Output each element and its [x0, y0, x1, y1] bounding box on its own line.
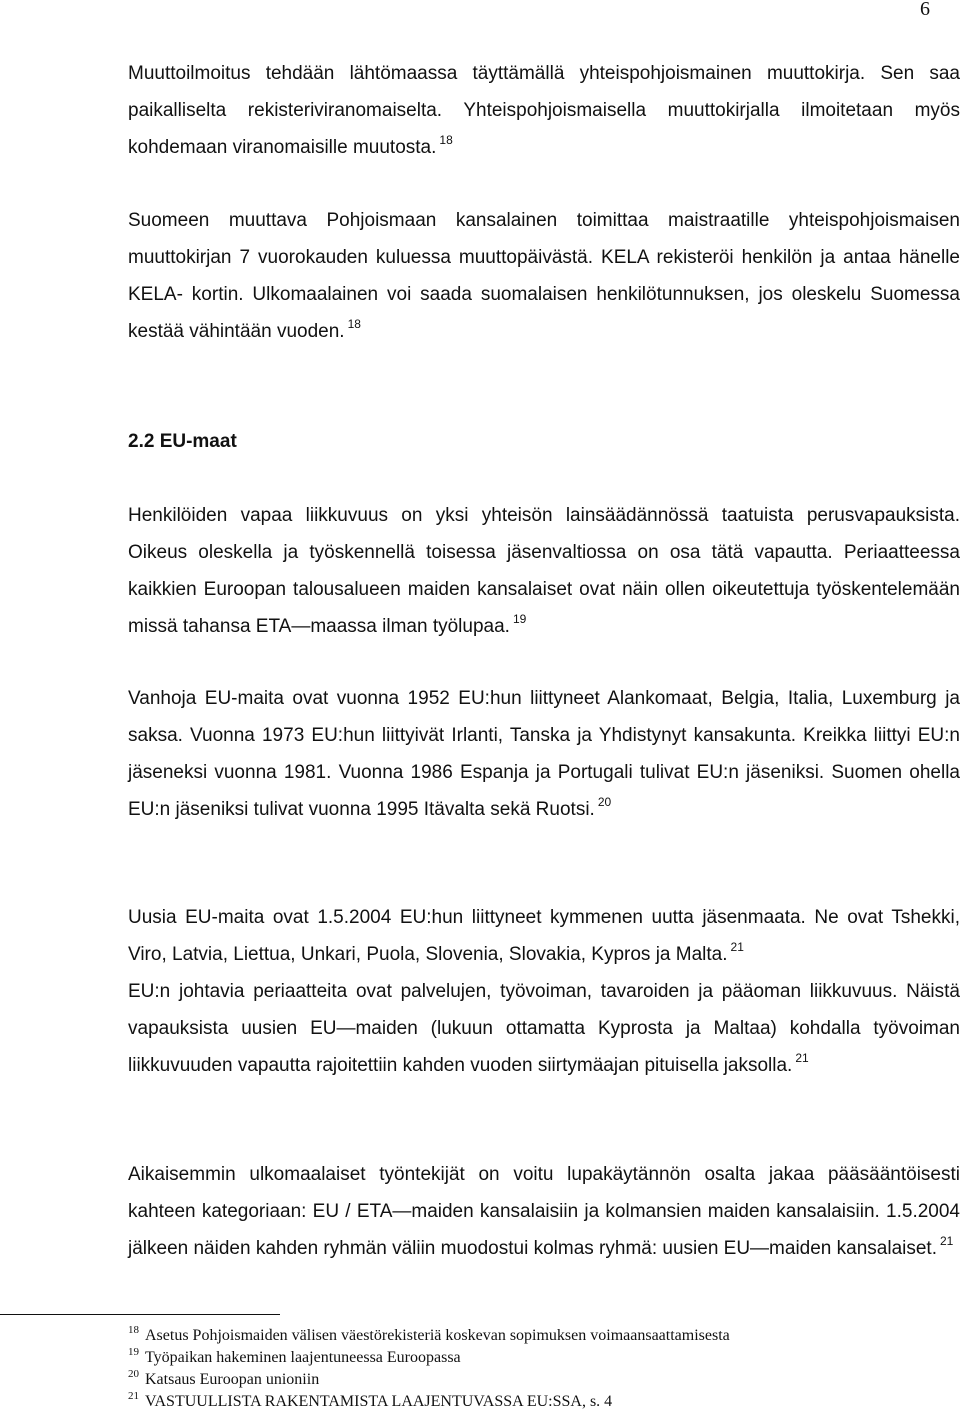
paragraph-old-eu-members: Vanhoja EU-maita ovat vuonna 1952 EU:hun liittyneet Alankomaat, Belgia, Italia, Luxemburg ja saksa. Vuonna 1973 EU:hun liittyivät Irlanti, Tanska ja Yhdistynyt kansakunta. Kreikka liittyi EU:n jäseneksi vuonna 1981. Vuonna 1986 Espanja ja Portugali tulivat EU:n jäseniksi. Suomen ohella EU:n jäseniksi tulivat vuonna 1995 Itävalta sekä Ruotsi. $^{20}$	[128, 688, 960, 820]
footnote-18: $^{18}$ Asetus Pohjoismaiden välisen väestörekisteriä koskevan sopimuksen voimaansaattamisesta	[128, 1324, 730, 1344]
paragraph-worker-categories: Aikaisemmin ulkomaalaiset työntekijät on voitu lupakäytännön osalta jakaa pääsääntöisesti kahteen kategoriaan: EU / ETA—maiden kansalaisiin ja kolmansien maiden kansalaisiin. 1.5.2004 jälkeen näiden kahden ryhmän väliin muodostui kolmas ryhmä: uusien EU—maiden kansalaiset. $^{21}$	[128, 1164, 960, 1259]
footnote-ref: 18	[347, 317, 361, 331]
footnote-ref: 20	[597, 795, 612, 809]
footnotes	[128, 1325, 948, 1413]
footnote-ref: 21	[730, 940, 744, 954]
paragraph-free-movement: Henkilöiden vapaa liikkuvuus on yksi yhteisön lainsäädännössä taatuista perusvapauksista. Oikeus oleskella ja työskennellä toisessa jäsenvaltiossa on osa tätä vapautta. Periaatteessa kaikkien Euroopan talousalueen maiden kansalaiset ovat näin ollen oikeutettuja työskentelemään missä tahansa ETA—maassa ilman työlupaa. $^{19}$	[128, 505, 960, 637]
footnote-ref: 21	[939, 1234, 954, 1248]
footnote-divider	[0, 1314, 280, 1315]
footnote-20: $^{20}$ Katsaus Euroopan unioniin	[128, 1368, 320, 1388]
footnote-ref: 19	[512, 612, 527, 626]
section-heading: 2.2 EU-maat	[128, 431, 237, 452]
paragraph-eu-principles: EU:n johtavia periaatteita ovat palvelujen, työvoiman, tavaroiden ja pääoman liikkuvuus. Näistä vapauksista uusien EU—maiden (lukuun ottamatta Kyprosta ja Maltaa) kohdalla työvoiman liikkuvuuden vapautta rajoitettiin kahden vuoden siirtymäajan pituisella jaksolla. $^{21}$	[128, 981, 960, 1076]
footnote-19: $^{19}$ Työpaikan hakeminen laajentuneessa Euroopassa	[128, 1346, 461, 1366]
paragraph-moving-notice: Muuttoilmoitus tehdään lähtömaassa täyttämällä yhteispohjoismainen muuttokirja. Sen saa paikalliselta rekisteriviranomaiselta. Yhteispohjoismaisella muuttokirjalla ilmoitetaan myös kohdemaan viranomaisille muutosta. $^{18}$	[128, 63, 960, 158]
paragraph-new-eu-members: Uusia EU-maita ovat 1.5.2004 EU:hun liittyneet kymmenen uutta jäsenmaata. Ne ovat Tshekki, Viro, Latvia, Liettua, Unkari, Puola, Slovenia, Slovakia, Kypros ja Malta. $^{21}$	[128, 907, 960, 965]
footnote-ref: 18	[439, 133, 453, 147]
paragraph-nordic-citizen: Suomeen muuttava Pohjoismaan kansalainen toimittaa maistraatille yhteispohjoismaisen muuttokirjan 7 vuorokauden kuluessa muuttopäivästä. KELA rekisteröi henkilön ja antaa hänelle KELA- kortin. Ulkomaalainen voi saada suomalaisen henkilötunnuksen, jos oleskelu Suomessa kestää vähintään vuoden. $^{18}$	[128, 210, 960, 342]
footnote-ref: 21	[795, 1051, 809, 1065]
page-number: 6	[920, 0, 930, 20]
footnote-21: $^{21}$ VASTUULLISTA RAKENTAMISTA LAAJENTUVASSA EU:SSA, s. 4	[128, 1390, 613, 1410]
